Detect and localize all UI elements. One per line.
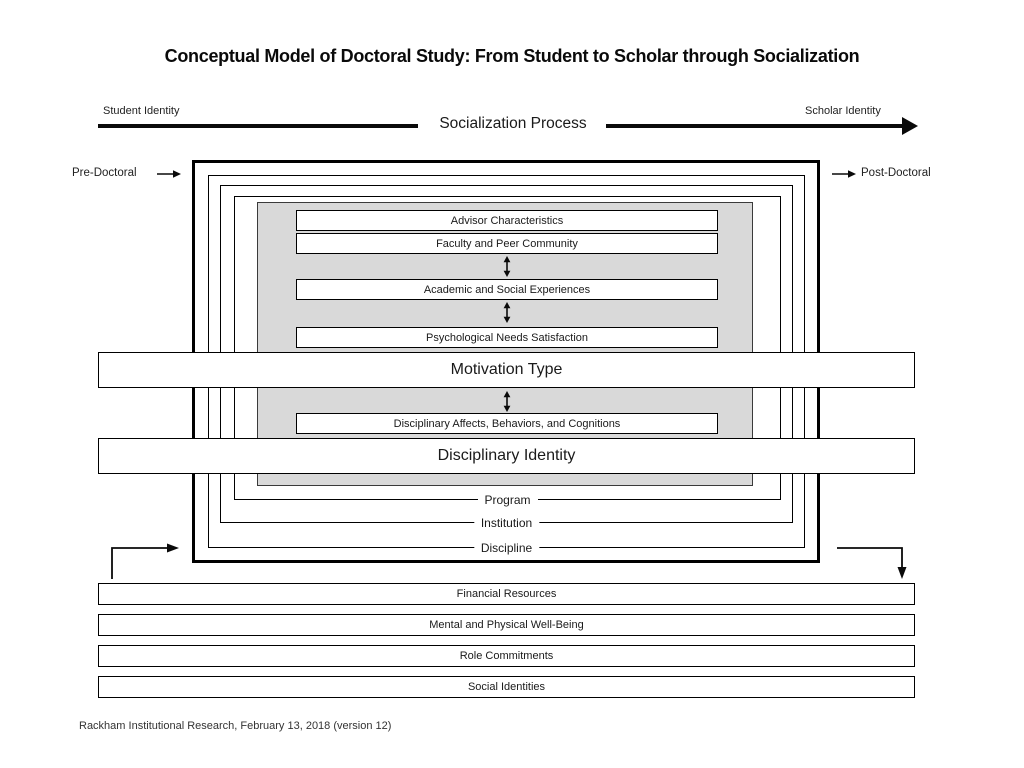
bidirectional-arrow-icon — [502, 391, 512, 412]
discipline-label: Discipline — [474, 541, 539, 555]
right-arrow-icon — [157, 169, 181, 179]
advisor-characteristics-box: Advisor Characteristics — [296, 210, 718, 231]
program-label: Program — [477, 493, 537, 507]
bidirectional-arrow-icon — [502, 302, 512, 323]
external-factor-bar-social: Social Identities — [98, 676, 915, 698]
socialization-arrow-line-right — [606, 124, 906, 128]
academic-social-experiences-box: Academic and Social Experiences — [296, 279, 718, 300]
disciplinary-abc-box: Disciplinary Affects, Behaviors, and Cognitions — [296, 413, 718, 434]
pre-doctoral-label: Pre-Doctoral — [72, 167, 137, 179]
footer-note: Rackham Institutional Research, February 13, 2018 (version 12) — [79, 720, 392, 732]
right-arrow-icon — [832, 169, 856, 179]
external-factor-bar-wellbeing: Mental and Physical Well-Being — [98, 614, 915, 636]
faculty-peer-community-box: Faculty and Peer Community — [296, 233, 718, 254]
socialization-arrowhead-icon — [902, 117, 918, 135]
student-identity-label: Student Identity — [103, 105, 180, 117]
external-factor-bar-role: Role Commitments — [98, 645, 915, 667]
psychological-needs-box: Psychological Needs Satisfaction — [296, 327, 718, 348]
external-factor-bar-financial: Financial Resources — [98, 583, 915, 605]
socialization-arrow-line-left — [98, 124, 418, 128]
motivation-type-band: Motivation Type — [98, 352, 915, 388]
bidirectional-arrow-icon — [502, 256, 512, 277]
post-doctoral-label: Post-Doctoral — [861, 167, 931, 179]
scholar-identity-label: Scholar Identity — [805, 105, 881, 117]
left-elbow-arrow-icon — [105, 542, 185, 582]
right-elbow-arrow-icon — [828, 542, 910, 582]
disciplinary-identity-band: Disciplinary Identity — [98, 438, 915, 474]
diagram-title: Conceptual Model of Doctoral Study: From Student to Scholar through Socialization — [164, 46, 860, 66]
socialization-process-label: Socialization Process — [439, 115, 587, 132]
institution-label: Institution — [474, 516, 539, 530]
